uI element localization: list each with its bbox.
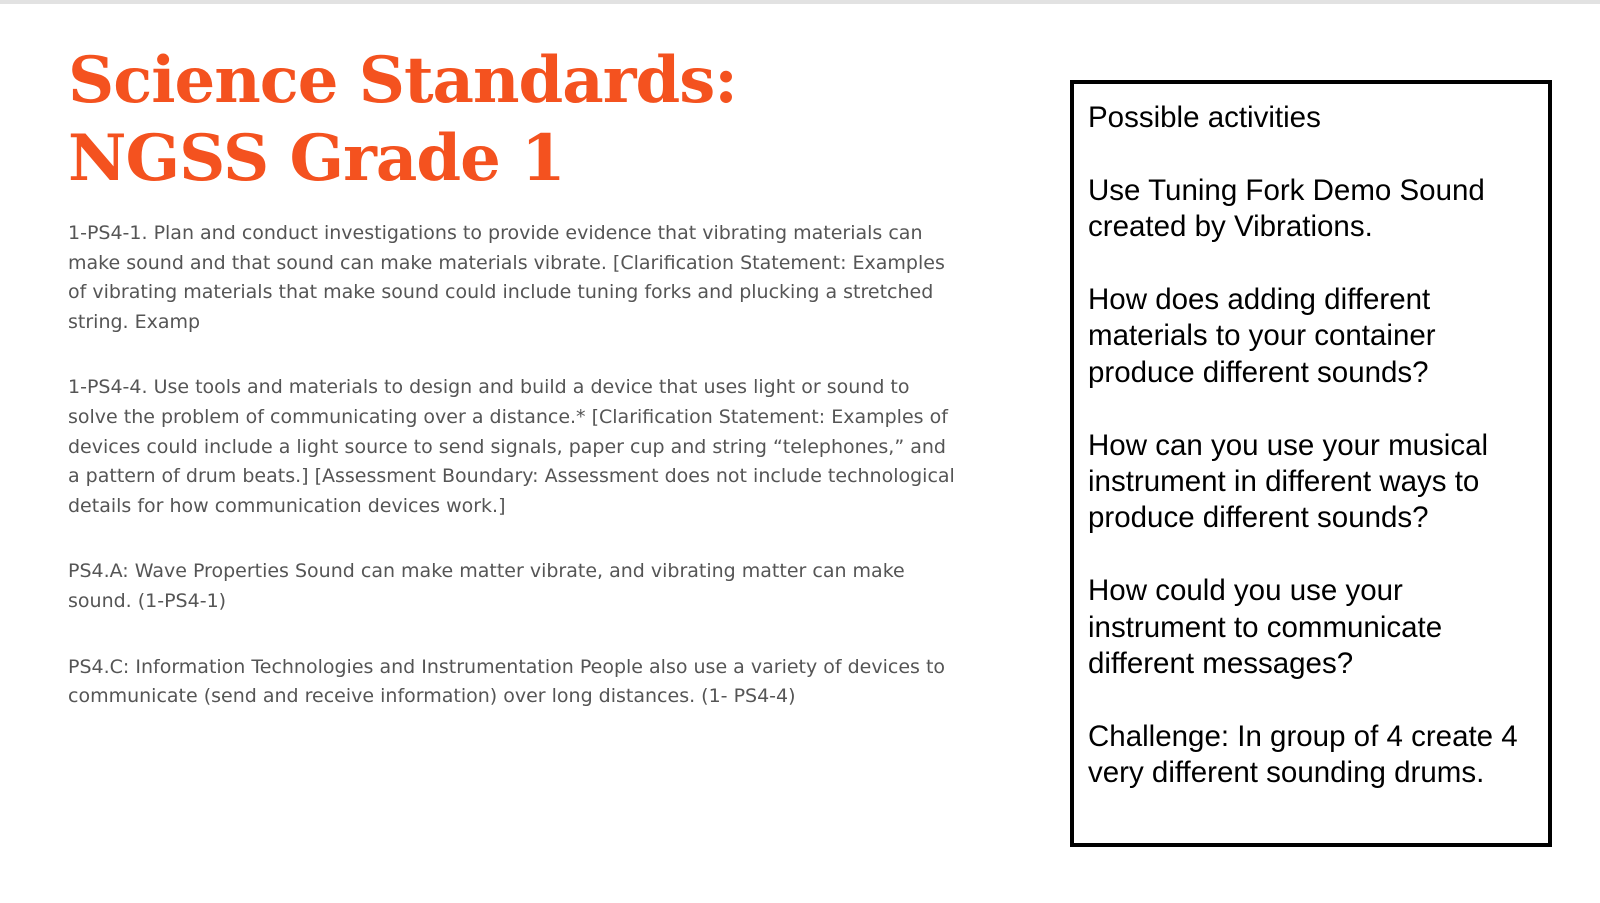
activity-challenge: Challenge: In group of 4 create 4 very different sounding drums. — [1088, 719, 1518, 790]
possible-activities-box — [1070, 80, 1552, 847]
activities-heading: Possible activities — [1088, 101, 1321, 134]
standard-ps4-a: PS4.A: Wave Properties Sound can make matter vibrate, and vibrating matter can make sound. (1-PS4-1) — [68, 560, 905, 612]
page-title — [68, 42, 737, 198]
activity-item: How can you use your musical instrument in different ways to produce different sounds? — [1088, 428, 1489, 535]
activity-item: How does adding different materials to your container produce different sounds? — [1088, 283, 1436, 389]
standard-ps4-c: PS4.C: Information Technologies and Instrumentation People also use a variety of devices to communicate (send and receive information) over long distances. (1- PS4-4) — [68, 655, 946, 708]
page-title-line-2: NGSS Grade 1 — [68, 121, 565, 196]
standards-list — [68, 219, 958, 712]
activity-item: How could you use your instrument to communicate different messages? — [1088, 574, 1443, 681]
standard-1-ps4-4: 1-PS4-4. Use tools and materials to design and build a device that uses light or sound to solve the problem of communicating over a distance.* [Clarification Statement: Examples of devices could include a light source to send signals, paper cup and string “telephones,” and a pattern of drum beats.] [Assessment Boundary: Assessment does not include technological details for how communication devices work.] — [68, 376, 955, 517]
activity-item: Use Tuning Fork Demo Sound created by Vibrations. — [1088, 173, 1485, 244]
standard-1-ps4-1: 1-PS4-1. Plan and conduct investigations to provide evidence that vibrating materials can make sound and that sound can make materials vibrate. [Clarification Statement: Examples of vibrating materials that make sound could include tuning forks and plucking a stretched string. Examp — [68, 222, 945, 333]
top-divider — [0, 0, 1600, 4]
page-title-line-1: Science Standards: — [68, 43, 737, 118]
